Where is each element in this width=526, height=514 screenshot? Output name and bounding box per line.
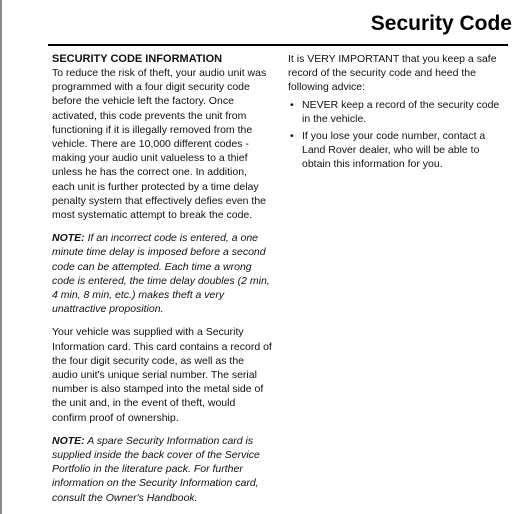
advice-text: If you lose your code number, contact a Land Rover dealer, who will be able to obtain this information for you.: [302, 130, 486, 171]
title-underline: [48, 44, 508, 46]
advice-intro: It is VERY IMPORTANT that you keep a safe record of the security code and heed the following advice:: [288, 53, 497, 94]
note-label: NOTE:: [52, 434, 85, 447]
intro-paragraph: To reduce the risk of theft, your audio unit was programmed with a four digit security code before the vehicle left the factory. Once activated, this code prevents the unit from functioning if it is illegally removed from the vehicle. There are 10,000 different codes - making your audio unit valueless to a thief unless he has the correct one. In addition, each unit is further protected by a time delay penalty system that effectively defies even the most systematic attempt to break the code.: [52, 67, 267, 222]
list-item: [288, 129, 506, 172]
note-timedelay: [52, 231, 272, 316]
note-label: NOTE:: [52, 232, 85, 245]
bullet-icon: •: [290, 98, 294, 111]
section-heading: SECURITY CODE INFORMATION: [52, 53, 223, 65]
note-text: If an incorrect code is entered, a one minute time delay is imposed before a second code can be attempted. Each time a wrong code is entered, the time delay doubles (2 min, 4 min, 8 min, etc.) makes theft a very unattractive proposition.: [52, 232, 270, 316]
left-column: [52, 52, 272, 514]
advice-text: NEVER keep a record of the security code in the vehicle.: [302, 98, 500, 125]
page-title: Security Code: [370, 12, 512, 35]
bullet-icon: •: [290, 130, 294, 143]
right-column: [288, 52, 506, 175]
note-text: A spare Security Information card is supplied inside the back cover of the Service Portfolio in the literature pack. For further information on the Security Information card, consult the Owner's Handbook.: [52, 434, 260, 504]
advice-list: [288, 98, 506, 172]
list-item: [288, 98, 506, 126]
card-info-paragraph: Your vehicle was supplied with a Security Information card. This card contains a record of the four digit security code, as well as the audio unit's unique serial number. The serial number is also stamped into the metal side of the unit and, in the event of theft, would confirm proof of ownership.: [52, 326, 272, 424]
note-spare-card: [52, 434, 272, 505]
page-edge-rule: [0, 0, 2, 514]
